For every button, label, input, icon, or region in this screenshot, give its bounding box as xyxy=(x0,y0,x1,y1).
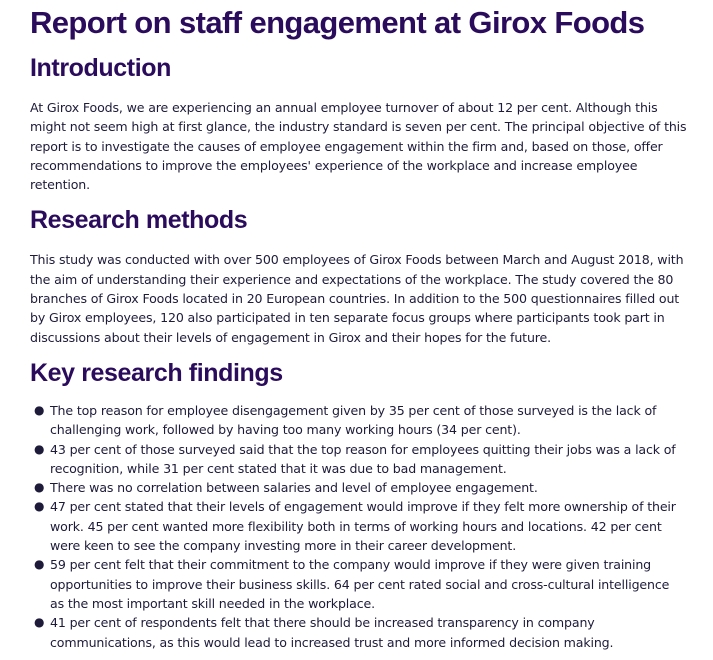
list-item-text: The top reason for employee disengagement given by 35 per cent of those surveyed is the lack of challenging work, followed by having too many working hours (34 per cent). xyxy=(50,402,657,438)
list-item-text: 59 per cent felt that their commitment to the company would improve if they were given training opportunities to improve their business skills. 64 per cent rated social and cross-cultural intelligence as the most important skill needed in the workplace. xyxy=(50,557,670,611)
key-findings-list xyxy=(30,401,687,652)
list-item xyxy=(30,555,687,613)
list-item-text: 41 per cent of respondents felt that there should be increased transparency in company communications, as this would lead to increased trust and more informed decision making. xyxy=(50,615,614,650)
bullet-icon: ● xyxy=(34,480,45,495)
introduction-paragraph: At Girox Foods, we are experiencing an annual employee turnover of about 12 per cent. Although this might not seem high at first glance, the industry standard is seven per cent. The principal objective of this report is to investigate the causes of employee engagement within the firm and, based on those, offer recommendations to improve the employees' experience of the workplace and increase employee retention. xyxy=(30,100,687,193)
bullet-icon: ● xyxy=(34,499,45,514)
list-item-text: There was no correlation between salaries and level of employee engagement. xyxy=(50,480,538,496)
list-item xyxy=(30,497,687,555)
report-title: Report on staff engagement at Girox Foods xyxy=(30,5,645,40)
list-item xyxy=(30,613,687,652)
research-methods-heading: Research methods xyxy=(30,206,248,235)
bullet-icon: ● xyxy=(34,557,45,572)
list-item xyxy=(30,401,687,440)
bullet-icon: ● xyxy=(34,441,45,456)
list-item xyxy=(30,478,687,497)
bullet-icon: ● xyxy=(34,615,45,630)
introduction-heading: Introduction xyxy=(30,54,172,82)
bullet-icon: ● xyxy=(34,402,45,417)
key-findings-heading: Key research findings xyxy=(30,358,283,387)
research-methods-paragraph: This study was conducted with over 500 employees of Girox Foods between March and August 2018, with the aim of understanding their experience and expectations of the workplace. The study covered the 80 branches of Girox Foods located in 20 European countries. In addition to the 500 questionnaires filled out by Girox employees, 120 also participated in ten separate focus groups where participants took part in discussions about their levels of engagement in Girox and their hopes for the future. xyxy=(30,252,684,345)
list-item-text: 47 per cent stated that their levels of engagement would improve if they felt more ownership of their work. 45 per cent wanted more flexibility both in terms of working hours and locations. 42 per cent were keen to see the company investing more in their career development. xyxy=(50,499,676,554)
list-item-text: 43 per cent of those surveyed said that the top reason for employees quitting their jobs was a lack of recognition, while 31 per cent stated that it was due to bad management. xyxy=(50,441,676,476)
list-item xyxy=(30,440,687,479)
